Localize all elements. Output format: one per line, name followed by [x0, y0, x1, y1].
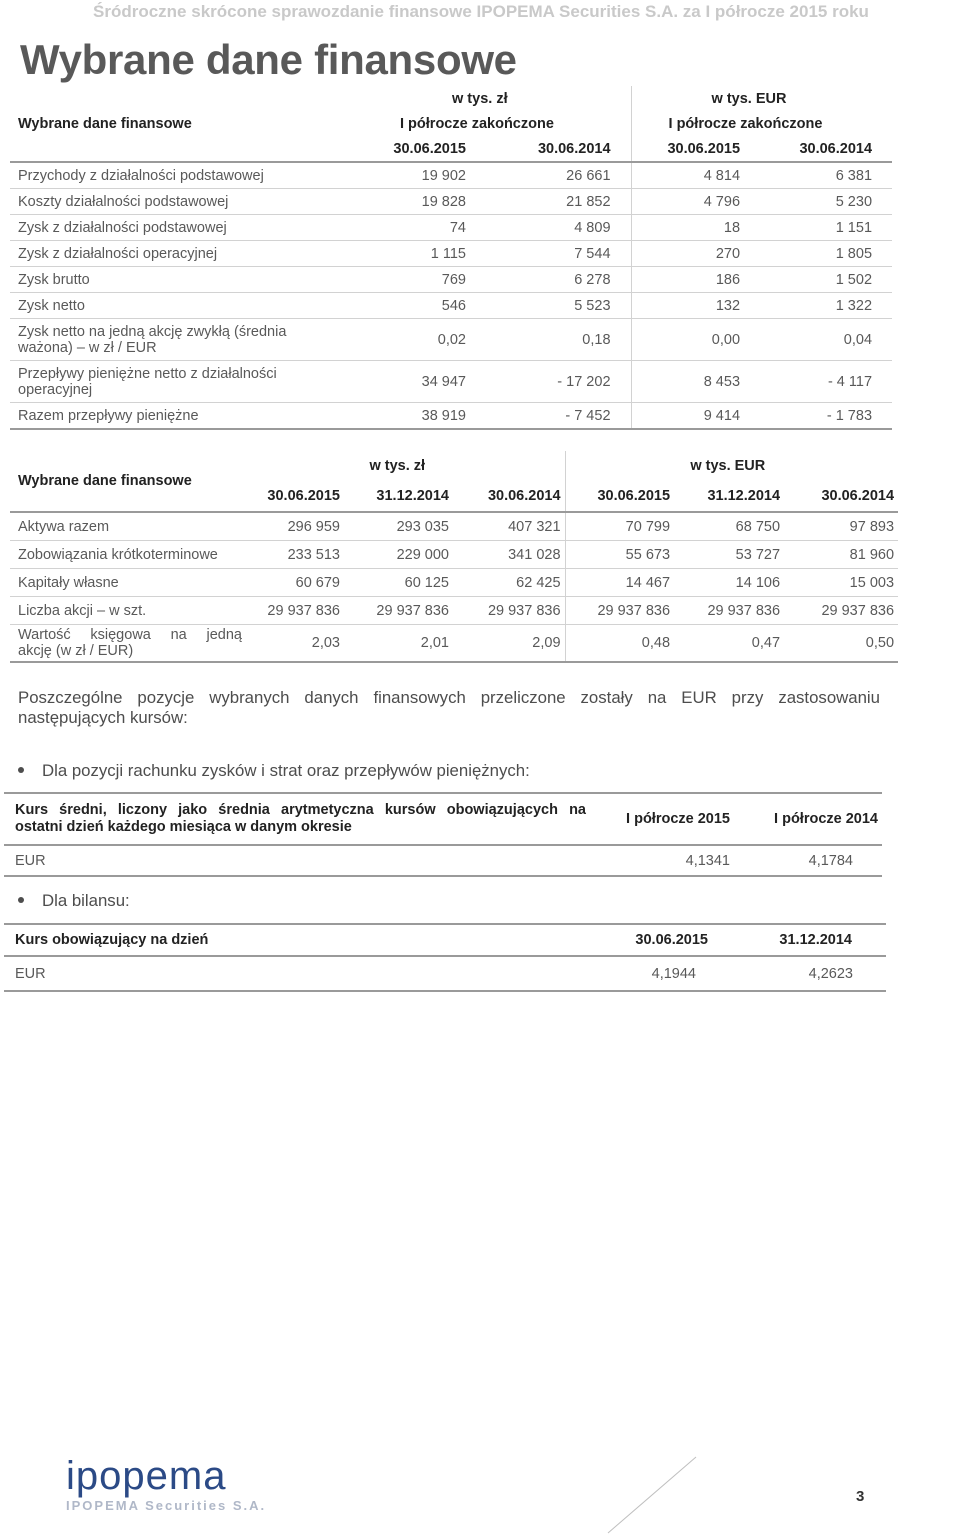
cell: 74 — [370, 215, 466, 241]
table-row — [10, 267, 892, 293]
cell: 81 960 — [784, 541, 898, 569]
logo-wordmark: ipopema — [66, 1454, 227, 1498]
row-label: Zobowiązania krótkoterminowe — [10, 541, 250, 569]
cell: 0,02 — [370, 319, 466, 361]
table-row — [10, 293, 892, 319]
cell: 29 937 836 — [344, 597, 453, 625]
cell: 60 125 — [344, 569, 453, 597]
cell: 9 414 — [631, 403, 760, 430]
table-row — [10, 319, 892, 361]
row-label: Koszty działalności podstawowej — [10, 189, 370, 215]
row-label: EUR — [4, 845, 594, 876]
date-header: 31.12.2014 — [707, 488, 781, 504]
table-row — [10, 512, 898, 541]
cell: 2,01 — [344, 625, 453, 663]
cell: 4 796 — [631, 189, 760, 215]
col-header: I półrocze 2015 — [594, 793, 738, 845]
balance-summary-table — [10, 451, 898, 663]
table-row — [10, 189, 892, 215]
row-label: Zysk netto — [10, 293, 370, 319]
cell: 5 523 — [466, 293, 631, 319]
table-row — [10, 215, 892, 241]
cell: 29 937 836 — [674, 597, 784, 625]
row-label: Aktywa razem — [10, 512, 250, 541]
date-header: 30.06.2015 — [393, 140, 466, 157]
date-header: 30.06.2015 — [267, 488, 340, 504]
row-label-line: operacyjnej — [18, 381, 93, 398]
cell: 6 278 — [466, 267, 631, 293]
cell: 407 321 — [453, 512, 565, 541]
income-summary-table — [10, 86, 892, 430]
cell: 2,03 — [250, 625, 344, 663]
cell: 296 959 — [250, 512, 344, 541]
cell: 4 809 — [466, 215, 631, 241]
unit-pln: w tys. zł — [452, 90, 508, 107]
cell: 14 106 — [674, 569, 784, 597]
cell: 229 000 — [344, 541, 453, 569]
table-row — [4, 956, 886, 991]
cell: 29 937 836 — [453, 597, 565, 625]
row-label-line: Przepływy pieniężne netto z działalności — [18, 365, 277, 382]
row-label: Zysk z działalności podstawowej — [10, 215, 370, 241]
footer-divider-icon — [600, 1455, 700, 1535]
cell: 70 799 — [565, 512, 674, 541]
bullet-icon — [18, 767, 24, 773]
cell: 53 727 — [674, 541, 784, 569]
cell: 26 661 — [466, 162, 631, 189]
row-label — [10, 361, 370, 403]
row-label — [10, 625, 250, 663]
exchange-rate-paragraph: Poszczególne pozycje wybranych danych finansowych przeliczone zostały na EUR przy zastosowaniu — [18, 688, 880, 707]
average-rate-table — [4, 792, 882, 877]
unit-eur: w tys. EUR — [565, 451, 898, 481]
date-header: 30.06.2015 — [631, 136, 760, 162]
row-label — [10, 319, 370, 361]
table-row — [10, 361, 892, 403]
cell: 546 — [370, 293, 466, 319]
bullet-income — [18, 761, 530, 781]
table-row — [10, 597, 898, 625]
cell: 0,04 — [760, 319, 892, 361]
cell: 6 381 — [760, 162, 892, 189]
exchange-rate-paragraph-continued: następujących kursów: — [18, 708, 188, 727]
closing-rate-table — [4, 923, 886, 992]
date-header: 30.06.2015 — [565, 481, 674, 512]
table-row — [10, 241, 892, 267]
page-title: Wybrane dane finansowe — [20, 36, 517, 83]
cell: 29 937 836 — [250, 597, 344, 625]
cell: - 17 202 — [466, 361, 631, 403]
row-label: Przychody z działalności podstawowej — [10, 162, 370, 189]
bullet-balance — [18, 891, 130, 911]
cell: 4 814 — [631, 162, 760, 189]
table-label: Wybrane dane finansowe — [18, 473, 192, 489]
cell: 60 679 — [250, 569, 344, 597]
average-rate-label — [4, 793, 594, 845]
cell: 1 805 — [760, 241, 892, 267]
date-header: 31.12.2014 — [376, 488, 449, 504]
cell: 7 544 — [466, 241, 631, 267]
table-row — [10, 162, 892, 189]
cell: 21 852 — [466, 189, 631, 215]
cell: 1 322 — [760, 293, 892, 319]
label-line: ostatni dzień każdego miesiąca w danym okresie — [15, 819, 352, 835]
period-eur: I półrocze zakończone — [631, 111, 892, 136]
row-label: Zysk brutto — [10, 267, 370, 293]
period-pln: I półrocze zakończone — [400, 115, 554, 132]
cell: 0,47 — [674, 625, 784, 663]
cell: 4,1944 — [594, 956, 738, 991]
cell: 2,09 — [453, 625, 565, 663]
cell: 293 035 — [344, 512, 453, 541]
date-header: 30.06.2014 — [821, 488, 895, 504]
cell: 15 003 — [784, 569, 898, 597]
closing-rate-label: Kurs obowiązujący na dzień — [4, 924, 594, 956]
cell: 4,2623 — [738, 956, 886, 991]
logo-subtitle: IPOPEMA Securities S.A. — [66, 1498, 267, 1513]
cell: 14 467 — [565, 569, 674, 597]
cell: 97 893 — [784, 512, 898, 541]
ipopema-logo — [66, 1456, 266, 1513]
cell: 55 673 — [565, 541, 674, 569]
page-number: 3 — [856, 1488, 865, 1505]
cell: 4,1341 — [594, 845, 738, 876]
bullet-text: Dla bilansu: — [42, 891, 130, 910]
date-header: 30.06.2014 — [799, 140, 873, 157]
row-label-line: Wartość księgowa na jedną — [18, 627, 242, 643]
cell: 68 750 — [674, 512, 784, 541]
cell: 18 — [631, 215, 760, 241]
row-label-line: Zysk netto na jedną akcję zwykłą (średnia — [18, 323, 287, 340]
cell: 1 151 — [760, 215, 892, 241]
cell: 29 937 836 — [784, 597, 898, 625]
col-header: 31.12.2014 — [738, 924, 886, 956]
table-row — [4, 845, 882, 876]
table-row — [10, 403, 892, 430]
date-header: 30.06.2014 — [537, 140, 611, 157]
cell: 38 919 — [370, 403, 466, 430]
cell: 5 230 — [760, 189, 892, 215]
cell: 0,48 — [565, 625, 674, 663]
cell: 270 — [631, 241, 760, 267]
row-label: EUR — [4, 956, 594, 991]
cell: 62 425 — [453, 569, 565, 597]
cell: 1 502 — [760, 267, 892, 293]
cell: 186 — [631, 267, 760, 293]
col-header: I półrocze 2014 — [738, 793, 882, 845]
row-label-line: ważona) – w zł / EUR — [18, 339, 157, 356]
cell: - 7 452 — [466, 403, 631, 430]
cell: 769 — [370, 267, 466, 293]
row-label: Kapitały własne — [10, 569, 250, 597]
cell: 132 — [631, 293, 760, 319]
table-label: Wybrane dane finansowe — [18, 115, 192, 132]
document-header: Śródroczne skrócone sprawozdanie finansowe IPOPEMA Securities S.A. za I półrocze 2015 roku — [93, 2, 869, 21]
cell: 34 947 — [370, 361, 466, 403]
cell: 341 028 — [453, 541, 565, 569]
table-row — [10, 569, 898, 597]
cell: 0,50 — [784, 625, 898, 663]
cell: - 4 117 — [760, 361, 892, 403]
bullet-icon — [18, 897, 24, 903]
cell: 0,00 — [631, 319, 760, 361]
cell: 0,18 — [466, 319, 631, 361]
cell: 233 513 — [250, 541, 344, 569]
cell: 8 453 — [631, 361, 760, 403]
row-label-line: akcję (w zł / EUR) — [18, 643, 134, 659]
date-header: 30.06.2014 — [487, 488, 561, 504]
col-header: 30.06.2015 — [594, 924, 738, 956]
cell: 19 902 — [370, 162, 466, 189]
cell: 1 115 — [370, 241, 466, 267]
cell: 19 828 — [370, 189, 466, 215]
unit-pln: w tys. zł — [369, 458, 426, 474]
row-label: Zysk z działalności operacyjnej — [10, 241, 370, 267]
table-row — [10, 541, 898, 569]
cell: 4,1784 — [738, 845, 882, 876]
row-label: Razem przepływy pieniężne — [10, 403, 370, 430]
label-line: Kurs średni, liczony jako średnia arytmetyczna kursów obowiązujących na — [15, 802, 586, 818]
unit-eur: w tys. EUR — [631, 86, 892, 111]
cell: 29 937 836 — [565, 597, 674, 625]
bullet-text: Dla pozycji rachunku zysków i strat oraz przepływów pieniężnych: — [42, 761, 530, 780]
row-label: Liczba akcji – w szt. — [10, 597, 250, 625]
table-row — [10, 625, 898, 663]
cell: - 1 783 — [760, 403, 892, 430]
